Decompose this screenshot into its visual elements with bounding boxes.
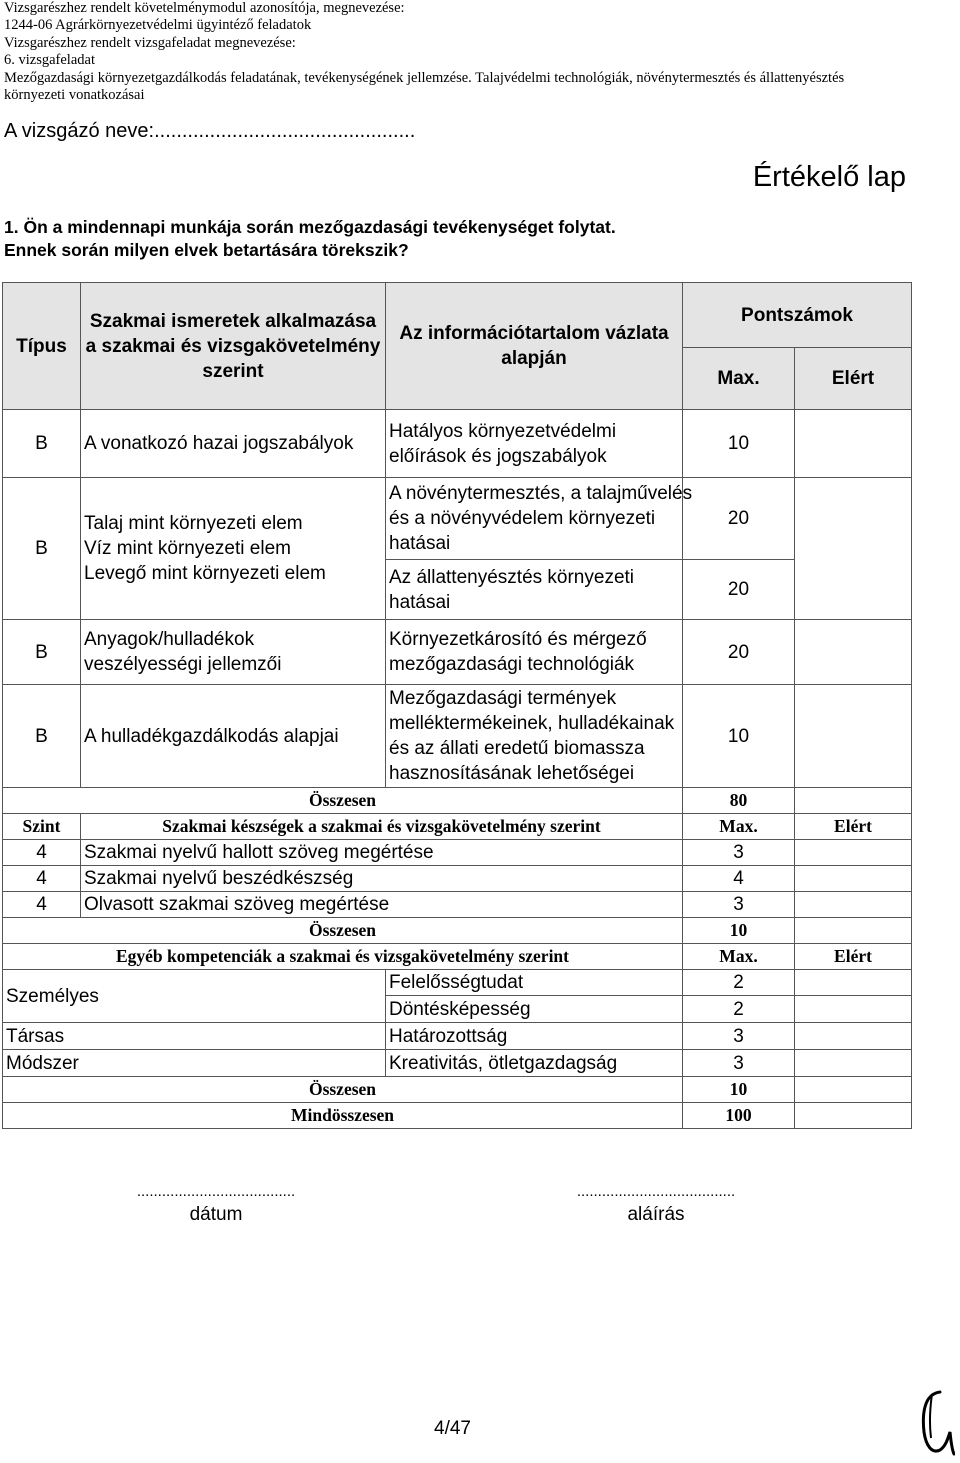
header-achieved: Elért bbox=[795, 348, 912, 410]
row-type: B bbox=[3, 685, 81, 788]
competency-row bbox=[3, 1023, 912, 1050]
total-label: Összesen bbox=[3, 1077, 683, 1103]
competency-max: 3 bbox=[683, 1023, 795, 1050]
competency-item: Kreativitás, ötletgazdagság bbox=[386, 1050, 683, 1077]
date-signature-block bbox=[86, 1183, 346, 1226]
header-line: 6. vizsgafeladat bbox=[4, 52, 95, 69]
signature-label: aláírás bbox=[627, 1204, 685, 1225]
competency-item: Felelősségtudat bbox=[386, 970, 683, 996]
competency-max: 2 bbox=[683, 970, 795, 996]
page-title: Értékelő lap bbox=[752, 161, 906, 193]
signature-line[interactable]: ...................................... bbox=[576, 1183, 736, 1200]
skills-total-row bbox=[3, 918, 912, 944]
total-achieved[interactable] bbox=[795, 918, 912, 944]
competencies-header-row bbox=[3, 944, 912, 970]
skill-max: 3 bbox=[683, 892, 795, 918]
knowledge-total-row bbox=[3, 788, 912, 814]
skill-row bbox=[3, 892, 912, 918]
competencies-total-row bbox=[3, 1077, 912, 1103]
row-max: 10 bbox=[683, 685, 795, 788]
competency-item: Határozottság bbox=[386, 1023, 683, 1050]
row-knowledge: Talaj mint környezeti elem Víz mint környezeti elem Levegő mint környezeti elem bbox=[81, 478, 386, 620]
total-value: 10 bbox=[683, 918, 795, 944]
table-row bbox=[3, 620, 912, 685]
date-label: dátum bbox=[189, 1204, 243, 1225]
header-type: Típus bbox=[3, 283, 81, 410]
row-info: Környezetkárosító és mérgező mezőgazdasági technológiák bbox=[386, 620, 683, 685]
header-knowledge: Szakmai ismeretek alkalmazása a szakmai és vizsgakövetelmény szerint bbox=[81, 283, 386, 410]
header-line: Mezőgazdasági környezetgazdálkodás feladatának, tevékenységének jellemzése. Talajvédelmi technológiák, növénytermesztés és állattenyésztés bbox=[4, 69, 845, 86]
table-row bbox=[3, 410, 912, 478]
competency-group: Személyes bbox=[3, 970, 386, 1023]
question bbox=[4, 216, 616, 262]
skill-name: Olvasott szakmai szöveg megértése bbox=[81, 892, 683, 918]
skill-achieved[interactable] bbox=[795, 892, 912, 918]
row-max: 20 bbox=[683, 620, 795, 685]
skills-achieved-header: Elért bbox=[795, 814, 912, 840]
grand-total-achieved[interactable] bbox=[795, 1103, 912, 1129]
total-value: 10 bbox=[683, 1077, 795, 1103]
skill-name: Szakmai nyelvű beszédkészség bbox=[81, 866, 683, 892]
competencies-heading: Egyéb kompetenciák a szakmai és vizsgakövetelmény szerint bbox=[3, 944, 683, 970]
competency-achieved[interactable] bbox=[795, 996, 912, 1023]
header-points: Pontszámok bbox=[683, 283, 912, 348]
question-line: 1. Ön a mindennapi munkája során mezőgazdasági tevékenységet folytat. bbox=[4, 217, 616, 237]
skill-level: 4 bbox=[3, 892, 81, 918]
grand-total-value: 100 bbox=[683, 1103, 795, 1129]
skill-row bbox=[3, 840, 912, 866]
row-knowledge: A hulladékgazdálkodás alapjai bbox=[81, 685, 386, 788]
total-achieved[interactable] bbox=[795, 1077, 912, 1103]
skill-achieved[interactable] bbox=[795, 866, 912, 892]
skills-header-row bbox=[3, 814, 912, 840]
row-max: 20 bbox=[683, 478, 795, 560]
evaluation-table bbox=[2, 282, 912, 1129]
row-type: B bbox=[3, 410, 81, 478]
skill-level: 4 bbox=[3, 840, 81, 866]
skill-achieved[interactable] bbox=[795, 840, 912, 866]
header-max: Max. bbox=[683, 348, 795, 410]
competency-achieved[interactable] bbox=[795, 1050, 912, 1077]
header-line: 1244-06 Agrárkörnyezetvédelmi ügyintéző feladatok bbox=[4, 17, 312, 34]
row-type: B bbox=[3, 620, 81, 685]
row-knowledge: Anyagok/hulladékok veszélyességi jellemzői bbox=[81, 620, 386, 685]
total-achieved[interactable] bbox=[795, 788, 912, 814]
row-achieved[interactable] bbox=[795, 410, 912, 478]
header-line: Vizsgarészhez rendelt követelménymodul azonosítója, megnevezése: bbox=[4, 0, 405, 16]
row-info: Mezőgazdasági termények melléktermékeinek, hulladékainak és az állati eredetű biomassza hasznosításának lehetőségei bbox=[386, 685, 683, 788]
skill-max: 4 bbox=[683, 866, 795, 892]
handwritten-signature-icon bbox=[910, 1388, 955, 1456]
grand-total-label: Mindösszesen bbox=[3, 1103, 683, 1129]
competency-achieved[interactable] bbox=[795, 970, 912, 996]
competency-group: Társas bbox=[3, 1023, 386, 1050]
row-max: 10 bbox=[683, 410, 795, 478]
grand-total-row bbox=[3, 1103, 912, 1129]
row-max: 20 bbox=[683, 560, 795, 620]
total-value: 80 bbox=[683, 788, 795, 814]
competency-item: Döntésképesség bbox=[386, 996, 683, 1023]
signature-block bbox=[526, 1183, 786, 1226]
table-row bbox=[3, 478, 912, 560]
skill-row bbox=[3, 866, 912, 892]
date-line[interactable]: ...................................... bbox=[136, 1183, 296, 1200]
header-line: Vizsgarészhez rendelt vizsgafeladat megnevezése: bbox=[4, 34, 296, 51]
skills-max-header: Max. bbox=[683, 814, 795, 840]
skill-level: 4 bbox=[3, 866, 81, 892]
competency-row bbox=[3, 970, 912, 996]
skill-max: 3 bbox=[683, 840, 795, 866]
table-header-row bbox=[3, 283, 912, 348]
competencies-max-header: Max. bbox=[683, 944, 795, 970]
table-row bbox=[3, 685, 912, 788]
examinee-name-field: A vizsgázó neve:............................................... bbox=[4, 120, 416, 142]
row-info: Az állattenyésztés környezeti hatásai bbox=[386, 560, 683, 620]
row-info: Hatályos környezetvédelmi előírások és jogszabályok bbox=[386, 410, 683, 478]
header-line: környezeti vonatkozásai bbox=[4, 87, 145, 104]
row-knowledge: A vonatkozó hazai jogszabályok bbox=[81, 410, 386, 478]
row-type: B bbox=[3, 478, 81, 620]
row-achieved[interactable] bbox=[795, 478, 912, 620]
competency-group: Módszer bbox=[3, 1050, 386, 1077]
competency-max: 2 bbox=[683, 996, 795, 1023]
page-number: 4/47 bbox=[434, 1418, 471, 1439]
competency-max: 3 bbox=[683, 1050, 795, 1077]
header-info: Az információtartalom vázlata alapján bbox=[386, 283, 683, 410]
competencies-achieved-header: Elért bbox=[795, 944, 912, 970]
skills-level-header: Szint bbox=[3, 814, 81, 840]
skills-heading: Szakmai készségek a szakmai és vizsgakövetelmény szerint bbox=[81, 814, 683, 840]
competency-achieved[interactable] bbox=[795, 1023, 912, 1050]
total-label: Összesen bbox=[3, 788, 683, 814]
document-header bbox=[4, 0, 844, 104]
competency-row bbox=[3, 1050, 912, 1077]
question-line: Ennek során milyen elvek betartására törekszik? bbox=[4, 240, 409, 260]
row-info: A növénytermesztés, a talajművelés és a növényvédelem környezeti hatásai bbox=[386, 478, 683, 560]
total-label: Összesen bbox=[3, 918, 683, 944]
skill-name: Szakmai nyelvű hallott szöveg megértése bbox=[81, 840, 683, 866]
row-achieved[interactable] bbox=[795, 685, 912, 788]
row-achieved[interactable] bbox=[795, 620, 912, 685]
